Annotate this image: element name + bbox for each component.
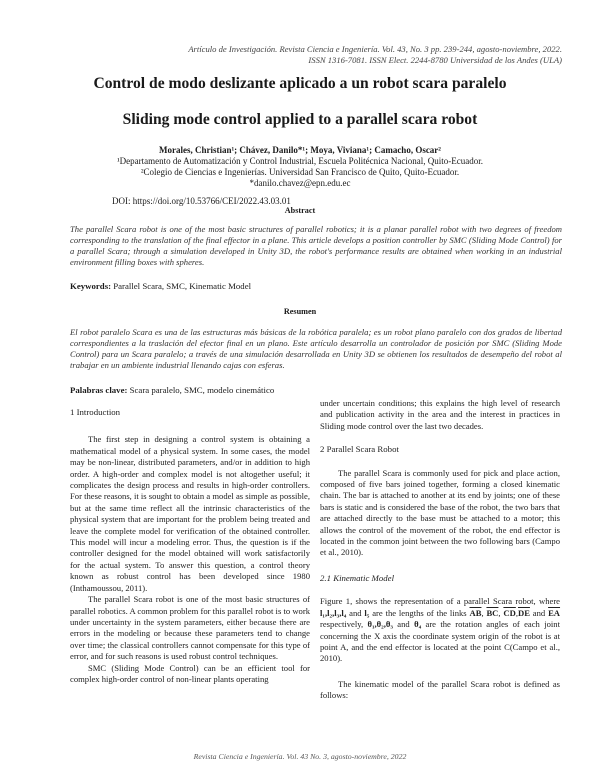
kinematic-paragraph-2: The kinematic model of the parallel Scara robot is defined as follows: <box>320 678 560 701</box>
keywords-english <box>70 281 251 291</box>
author-names: Morales, Christian¹; Chávez, Danilo*¹; Moya, Viviana¹; Camacho, Oscar² <box>158 145 442 155</box>
intro-paragraph-3: SMC (Sliding Mode Control) can be an efficient tool for complex high-order control of non-linear plants operating <box>70 662 310 684</box>
resumen-heading: Resumen <box>283 307 317 316</box>
rotation-angle-4: θ₄ <box>414 619 422 630</box>
section-2-paragraph: The parallel Scara is commonly used for pick and place action, composed of five bars joined together, forming a closed kinematic chain. The bar is attached to another at its end by joints; one of these bars is static and is considered the base of the robot, the two bars that are attached directly to the base must be attached to a motor; this allows the control of the movement of the robot, the end effector is located in the common joint between the two following bars (Campo et al., 2010). <box>320 467 560 558</box>
intro-paragraph-1: The first step in designing a control system is obtaining a mathematical model of a physical system. In some cases, the model may be non-linear, distributed parameters, and/or in addition to high order. A high-order and complex model is not altogether useful; it complicates the design process and results in high-order controllers. For these reasons, it is sought to obtain a model as simple as possible, but at the same time reflect all the intrinsic characteristics of the physical system that are important for the problem being treated and leave the complete model for verification of the obtained controller. This model will incur a modeling error. Thus, the question is if the controller designed for the model obtained will work satisfactorily for the actual system. To answer this question, a control theory known as robust control has been developed since 1980 (Inthamoussou, 2011). <box>70 434 310 593</box>
kin-text-and: and <box>532 607 546 618</box>
palabras-clave-label: Palabras clave: <box>70 385 128 395</box>
title-english: Sliding mode control applied to a parallel scara robot <box>122 111 478 128</box>
journal-header-line1: Artículo de Investigación. Revista Ciencia e Ingeniería. Vol. 43, No. 3 pp. 239-244, agosto-noviembre, 2022. <box>188 44 562 54</box>
corresponding-email: *danilo.chavez@epn.edu.ec <box>249 178 351 188</box>
abstract-heading: Abstract <box>284 206 316 215</box>
kinematic-paragraph-1: Figure 1, shows the representation of a parallel Scara robot, where l₁,l₂,l₃,l₄ and l₅ are the lengths of the links $\overline{AB}$, $\overline{BC}$, $\overline{CD},\overline{DE}$ and $\overline{EA}$ respectively, θ₁,θ₂,θ₃ and θ₄ are the rotation angles of each joint concerning the X axis the coordinate system origin of the robot is at point A, and the end effector is located at the point C(Campo et al., 2010). <box>320 596 561 664</box>
rotation-angles: θ₁,θ₂,θ₃ <box>367 619 393 630</box>
kin-text-b: and <box>346 607 365 618</box>
kin-text-e: and <box>392 619 415 630</box>
journal-header-line2: ISSN 1316-7081. ISSN Elect. 2244-8780 Universidad de los Andes (ULA) <box>308 55 562 65</box>
affiliation-1: ¹Departamento de Automatización y Control Industrial, Escuela Politécnica Nacional, Quito-Ecuador. <box>116 156 484 166</box>
keywords-spanish <box>70 385 274 395</box>
section-2-1-heading: 2.1 Kinematic Model <box>320 572 395 583</box>
intro-paragraph-2: The parallel Scara robot is one of the most basic structures of parallel robotics. A common problem for this parallel robot is to work under uncertainty in the system parameters, either because there are errors in the modeling or because these parameters tend to change over time; the classical controllers cannot compensate for this type of error, and for such reasons is used robust control techniques. <box>70 594 310 662</box>
link-ab: $\overline{AB}$ <box>469 607 482 618</box>
kin-text-c: are the lengths of the links <box>369 607 470 618</box>
keywords-value: Parallel Scara, SMC, Kinematic Model <box>113 281 252 291</box>
link-lengths: l₁,l₂,l₃,l₄ <box>320 607 347 618</box>
link-length-5: l₅ <box>364 607 370 618</box>
affiliation-2: ²Colegio de Ciencias e Ingenierías. Universidad San Francisco de Quito, Quito-Ecuador. <box>140 167 460 177</box>
title-spanish: Control de modo deslizante aplicado a un robot scara paralelo <box>93 75 507 92</box>
kin-text-f: are the rotation angles of each joint concerning the X axis the coordinate system origin of the robot is at point A, and the end effector is located at the point C(Campo et al., 2010). <box>320 619 560 664</box>
authors-block <box>0 145 600 189</box>
kin-text-a: Figure 1, shows the representation of a parallel Scara robot, where <box>320 596 560 607</box>
journal-footer: Revista Ciencia e Ingeniería. Vol. 43 No. 3, agosto-noviembre, 2022 <box>193 752 407 761</box>
section-2-heading: 2 Parallel Scara Robot <box>320 444 399 455</box>
keywords-label: Keywords: <box>70 281 112 291</box>
link-de: $\overline{DE}$ <box>517 607 530 618</box>
intro-heading: 1 Introduction <box>70 407 121 417</box>
right-column <box>320 398 560 702</box>
resumen-text: El robot paralelo Scara es una de las estructuras más básicas de la robótica paralela; es un robot plano paralelo con dos grados de libertad correspondientes a la traslación del efector final en un plano. Este artículo desarrolla un controlador de posición por SMC (Sliding Mode Control) para un Scara paralelo; a través de una simulación desarrollada en Unity 3D se obtienen los resultados de desempeño del robot al trabajar en un ambiente industrial llenando cajas con esferas. <box>70 327 562 370</box>
abstract-text: The parallel Scara robot is one of the most basic structures of parallel robotics; it is a planar parallel robot with two degrees of freedom corresponding to the translation of the final effector in a plane. This article develops a position controller by SMC (Sliding Mode Control) for a parallel Scara; through a simulation developed in Unity 3D, the robot's performance results are obtained when working in an industrial environment filling boxes with spheres. <box>70 224 562 267</box>
kin-text-d: respectively, <box>320 619 368 630</box>
journal-header <box>62 44 562 66</box>
link-cd: $\overline{CD}$ <box>503 607 516 618</box>
left-column <box>70 398 310 685</box>
palabras-clave-value: Scara paralelo, SMC, modelo cinemático <box>129 385 275 395</box>
link-bc: $\overline{BC}$ <box>486 607 499 618</box>
intro-paragraph-4: under uncertain conditions; this explains the high level of research and publication activity in the area and the interest in practices in Sliding mode control over the last two decades. <box>320 398 560 431</box>
link-ea: $\overline{EA}$ <box>548 607 561 618</box>
doi-link[interactable]: DOI: https://doi.org/10.53766/CEI/2022.43.03.01 <box>112 196 291 206</box>
